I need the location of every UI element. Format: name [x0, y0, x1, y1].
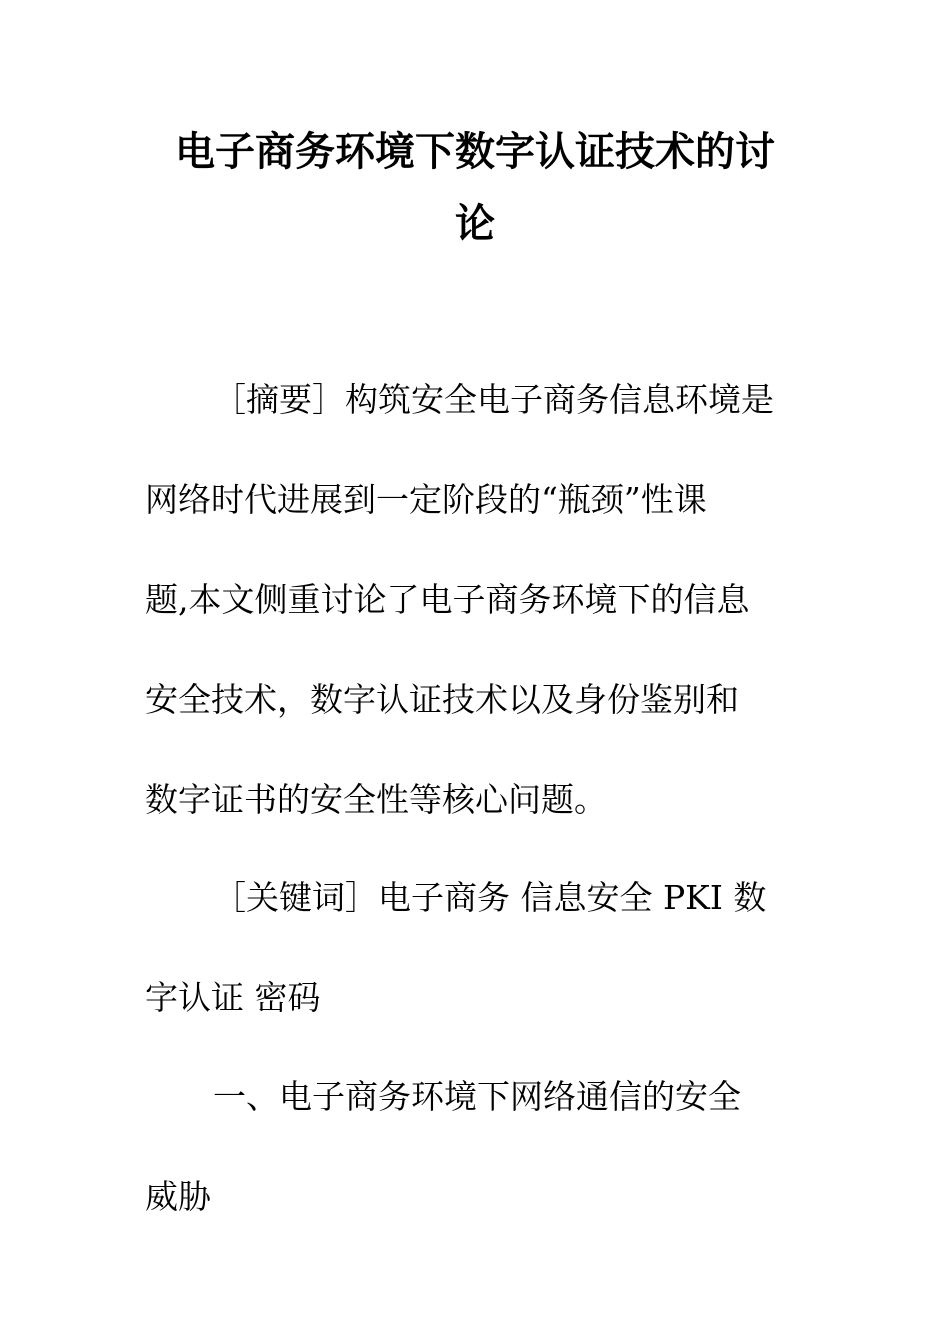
abstract-line-4: 安全技术，数字认证技术以及身份鉴别和: [145, 680, 739, 719]
abstract-line-2: 网络时代进展到一定阶段的“瓶颈”性课: [145, 480, 707, 519]
abstract-line-5: 数字证书的安全性等核心问题。: [145, 780, 607, 819]
keywords-line-1: ［关键词］电子商务 信息安全 PKI 数: [213, 878, 767, 917]
document-title-line-2: 论: [455, 200, 495, 247]
document-title-line-1: 电子商务环境下数字认证技术的讨: [175, 128, 775, 175]
section-heading-line-2: 威胁: [145, 1177, 211, 1216]
section-heading-line-1: 一、电子商务环境下网络通信的安全: [213, 1077, 741, 1116]
abstract-line-1: ［摘要］构筑安全电子商务信息环境是: [213, 380, 774, 419]
keywords-line-2: 字认证 密码: [145, 978, 321, 1017]
abstract-line-3: 题,本文侧重讨论了电子商务环境下的信息: [145, 580, 750, 619]
